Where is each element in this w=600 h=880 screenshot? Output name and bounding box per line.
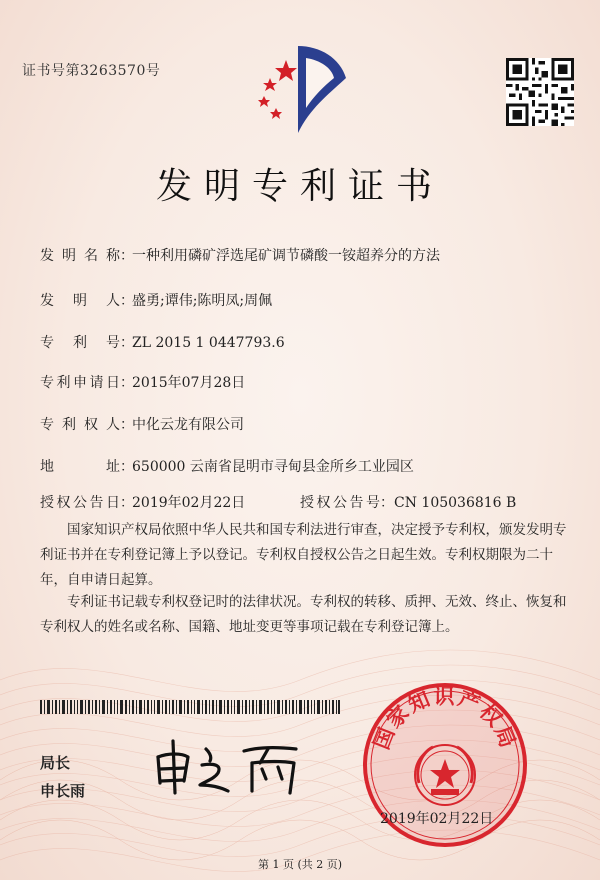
- field-inventors: 发明人：盛勇;谭伟;陈明凤;周佩: [40, 290, 272, 310]
- signatory-name: 申长雨: [40, 782, 86, 800]
- field-grant-date: 授权公告日：2019年02月22日: [40, 492, 245, 512]
- barcode-icon: [40, 700, 340, 714]
- statement-paragraph-2: 专利证书记载专利权登记时的法律状况。专利权的转移、质押、无效、终止、恢复和专利权人的姓名或名称、国籍、地址变更等事项记载在专利登记簿上。: [40, 594, 567, 635]
- field-value: 盛勇;谭伟;陈明凤;周佩: [132, 293, 273, 309]
- seal-date: 2019年02月22日: [380, 811, 494, 827]
- field-patentee: 专利权人：中化云龙有限公司: [40, 414, 244, 434]
- field-label: 授权公告号: [300, 495, 380, 511]
- field-label: 专利申请日: [40, 375, 120, 391]
- field-value: 中化云龙有限公司: [132, 417, 244, 433]
- field-patent-no: 专利号：ZL 2015 1 0447793.6: [40, 332, 285, 352]
- signatory-title: 局长: [40, 754, 71, 772]
- field-value: 一种利用磷矿浮选尾矿调节磷酸一铵超养分的方法: [132, 248, 440, 264]
- page-title: 发明专利证书: [155, 166, 444, 207]
- statement-paragraph-1: 国家知识产权局依照中华人民共和国专利法进行审查，决定授予专利权，颁发发明专利证书并在专利登记簿上予以登记。专利权自授权公告之日起生效。专利权期限为二十年，自申请日起算。: [40, 522, 567, 588]
- field-label: 专利号: [40, 335, 120, 351]
- field-filing-date: 专利申请日：2015年07月28日: [40, 372, 245, 392]
- field-value: 2019年02月22日: [132, 495, 246, 511]
- qr-code-icon: [506, 58, 574, 126]
- field-value: 650000 云南省昆明市寻甸县金所乡工业园区: [132, 459, 414, 475]
- certificate-number: 证书号第3263570号: [22, 63, 161, 79]
- field-label: 授权公告日: [40, 495, 120, 511]
- page-indicator: 第 1 页 (共 2 页): [257, 858, 343, 871]
- field-value: ZL 2015 1 0447793.6: [132, 335, 285, 351]
- field-invention-name: 发明名称：一种利用磷矿浮选尾矿调节磷酸一铵超养分的方法: [40, 245, 440, 265]
- field-value: 2015年07月28日: [132, 375, 246, 391]
- field-address: 地址：650000 云南省昆明市寻甸县金所乡工业园区: [40, 456, 414, 476]
- field-label: 专利权人: [40, 417, 120, 433]
- field-label: 发明名称: [40, 248, 120, 264]
- field-value: CN 105036816 B: [394, 495, 517, 511]
- field-label: 地址: [40, 459, 120, 475]
- handwritten-signature: [148, 735, 308, 795]
- cnipa-logo-icon: [250, 38, 360, 138]
- field-label: 发明人: [40, 293, 120, 309]
- svg-text:国家知识产权局: 国家知识产权局: [368, 683, 522, 753]
- field-grant-no: 授权公告号：CN 105036816 B: [300, 492, 516, 512]
